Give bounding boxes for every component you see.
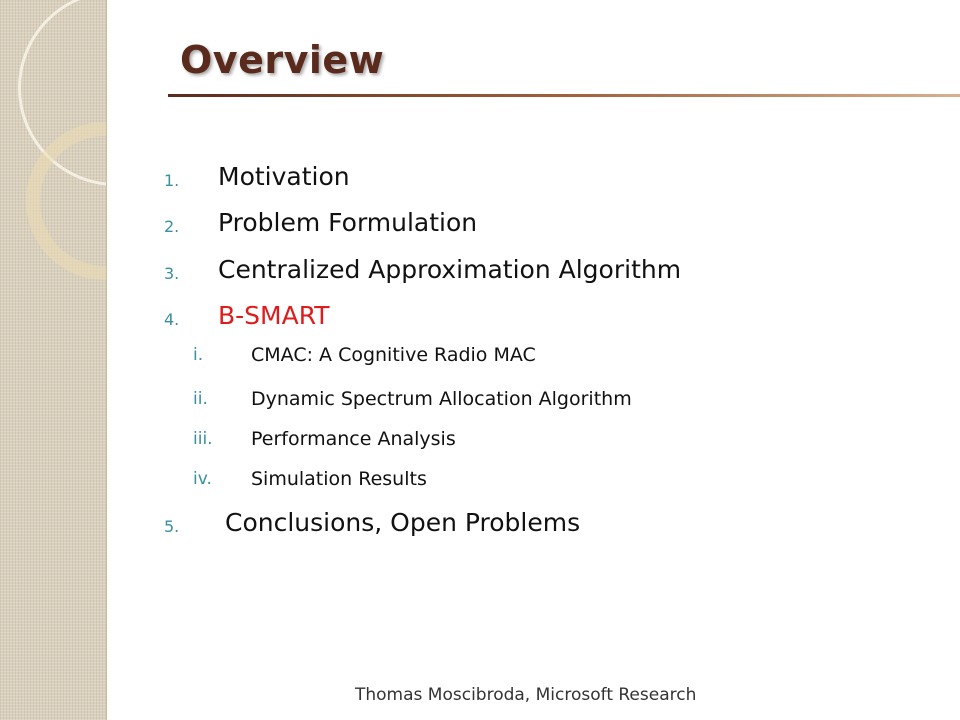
item-number: 5. — [164, 517, 180, 536]
list-item: Problem Formulation — [218, 208, 478, 237]
item-number: 2. — [164, 217, 180, 236]
sub-list-item: Performance Analysis — [251, 428, 456, 450]
slide-title: Overview — [180, 38, 385, 82]
subitem-number: iv. — [193, 469, 212, 489]
list-item-highlighted: B-SMART — [218, 301, 330, 330]
list-item: Centralized Approximation Algorithm — [218, 255, 682, 284]
sub-list-item: Dynamic Spectrum Allocation Algorithm — [251, 388, 632, 410]
sub-list-item: CMAC: A Cognitive Radio MAC — [251, 344, 536, 366]
slide-footer: Thomas Moscibroda, Microsoft Research — [355, 685, 697, 705]
item-number: 3. — [164, 264, 180, 283]
subitem-number: iii. — [193, 429, 213, 449]
item-number: 1. — [164, 171, 180, 190]
sub-list-item: Simulation Results — [251, 468, 427, 490]
list-item: Conclusions, Open Problems — [225, 508, 581, 537]
subitem-number: i. — [193, 345, 204, 365]
subitem-number: ii. — [193, 389, 208, 409]
list-item: Motivation — [218, 162, 350, 191]
item-number: 4. — [164, 310, 180, 329]
title-divider — [168, 94, 960, 97]
decorative-sidebar — [0, 0, 107, 720]
